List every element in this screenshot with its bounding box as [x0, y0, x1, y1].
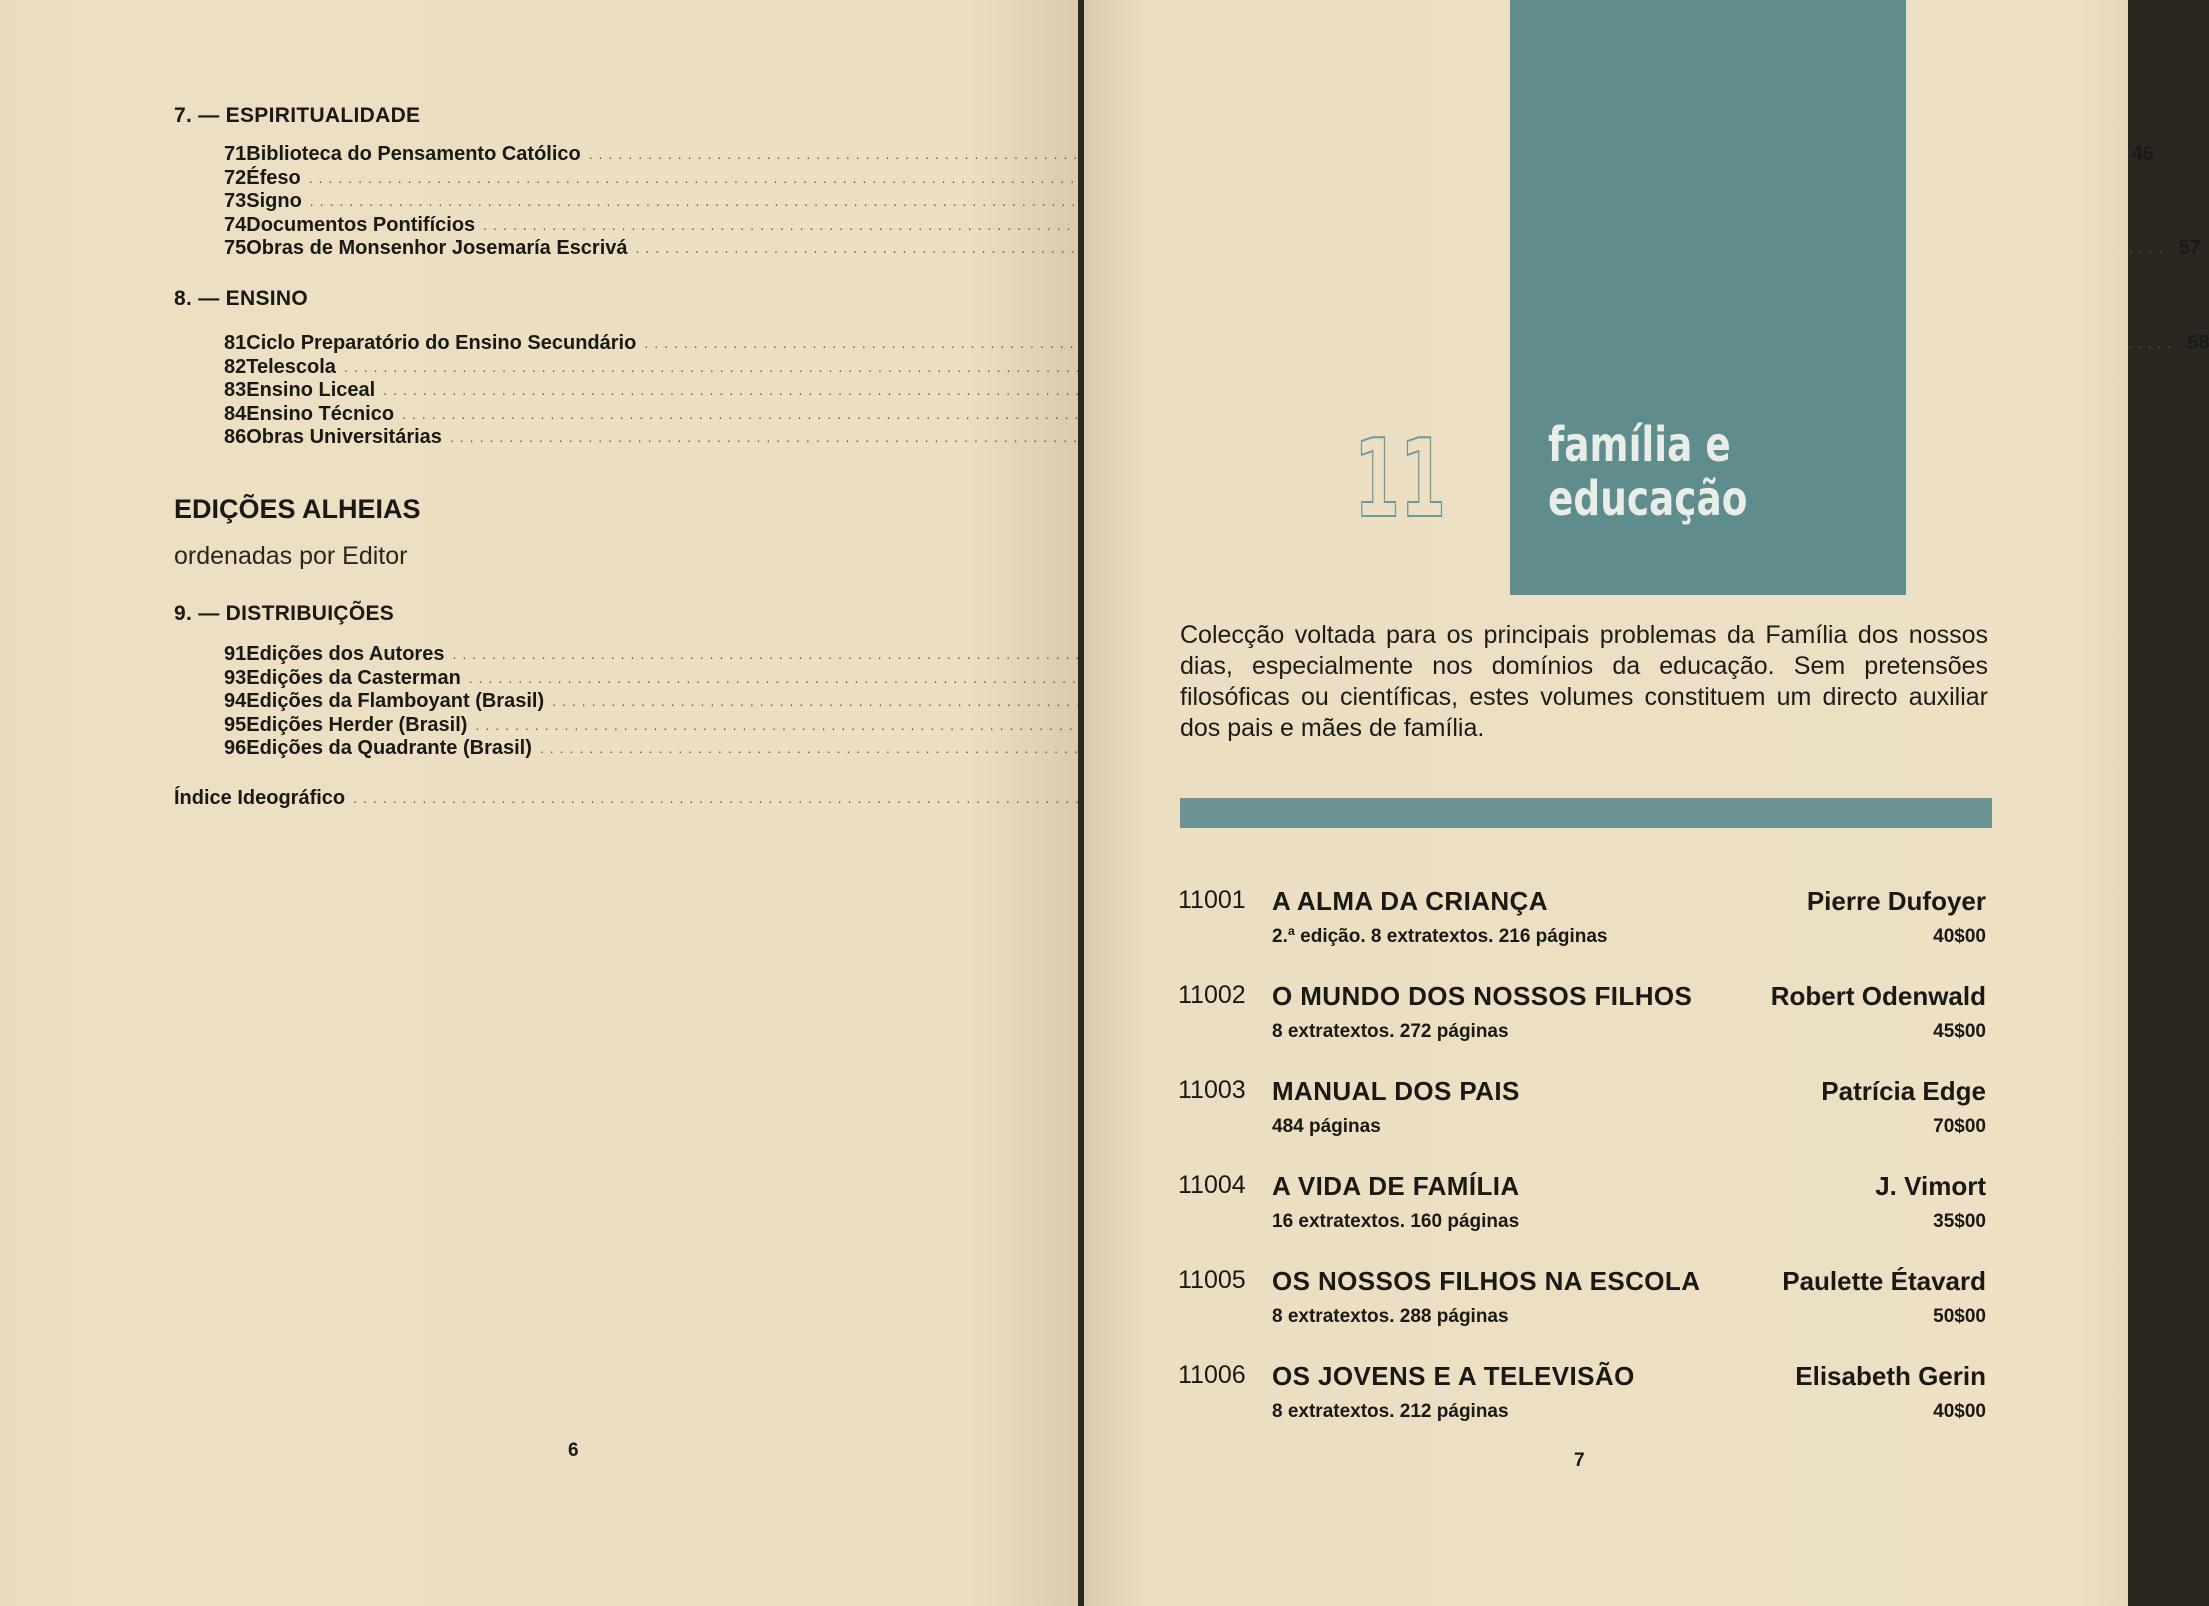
toc-number: 94: [224, 690, 247, 712]
collection-title-line1: família e: [1548, 417, 1731, 473]
book-code: 11002: [1178, 981, 1246, 1009]
book-author: Elisabeth Gerin: [1795, 1361, 1986, 1391]
toc-number: 83: [224, 379, 247, 401]
toc-number: 71: [224, 143, 247, 165]
book-price: 35$00: [1933, 1211, 1986, 1232]
toc-list-espiritualidade: [224, 143, 2201, 261]
toc-number: 72: [224, 166, 247, 189]
toc-row: [224, 690, 980, 714]
book-author: J. Vimort: [1875, 1171, 1986, 1201]
toc-number: 74: [224, 213, 247, 236]
book-author: Patrícia Edge: [1821, 1076, 1986, 1106]
index-title: Índice Ideográfico: [174, 787, 346, 809]
book-title: MANUAL DOS PAIS: [1272, 1076, 1520, 1106]
toc-number: 96: [224, 737, 247, 759]
toc-title: Obras Universitárias: [246, 426, 442, 448]
toc-number: 93: [224, 666, 247, 689]
edicoes-alheias-heading: EDIÇÕES ALHEIAS: [174, 494, 421, 524]
index-entry: [174, 786, 980, 810]
toc-title: Ensino Liceal: [246, 379, 376, 401]
toc-title: Obras de Monsenhor Josemaría Escrivá: [246, 237, 628, 259]
toc-row: [224, 667, 980, 691]
book-code: 11001: [1178, 886, 1246, 914]
book-entry: [1178, 1361, 1986, 1456]
toc-row: [224, 714, 980, 738]
toc-title: Edições da Casterman: [246, 666, 461, 689]
book-details: 8 extratextos. 288 páginas: [1272, 1306, 1509, 1327]
toc-row: [224, 214, 980, 238]
book-price: 40$00: [1933, 926, 1986, 947]
book-code: 11003: [1178, 1076, 1246, 1104]
collection-number: 11: [1354, 417, 1446, 542]
toc-page: 46: [2131, 143, 2154, 165]
toc-row: [224, 237, 2201, 261]
divider-bar: [1180, 798, 1992, 828]
book-details: 484 páginas: [1272, 1116, 1381, 1137]
book-author: Paulette Étavard: [1782, 1266, 1986, 1296]
book-title: O MUNDO DOS NOSSOS FILHOS: [1272, 981, 1693, 1011]
book-entry: [1178, 1171, 1986, 1266]
toc-row: [224, 403, 980, 427]
page-number-right: 7: [1574, 1450, 1585, 1471]
section-heading-ensino: 8. — ENSINO: [174, 287, 308, 310]
toc-number: 86: [224, 426, 247, 448]
collection-title-line2: educação: [1548, 471, 1748, 527]
toc-row: [224, 737, 980, 761]
toc-list-distribuicoes: [224, 643, 980, 761]
book-title: OS JOVENS E A TELEVISÃO: [1272, 1361, 1635, 1391]
toc-number: 81: [224, 332, 247, 354]
collection-title: [1548, 418, 1747, 526]
toc-row: [224, 332, 2209, 356]
collection-description: Colecção voltada para os principais problemas da Família dos nossos dias, especialmente nos domínios da educação. Sem pretensões filosóficas ou científicas, estes volumes constituem um directo auxiliar dos pais e mães de família.: [1180, 621, 1988, 742]
book-code: 11004: [1178, 1171, 1246, 1199]
toc-title: Telescola: [246, 355, 336, 378]
book-author: Robert Odenwald: [1770, 981, 1986, 1011]
book-price: 50$00: [1933, 1306, 1986, 1327]
toc-row: [224, 379, 980, 403]
section-heading-espiritualidade: 7. — ESPIRITUALIDADE: [174, 104, 421, 127]
book-details: 8 extratextos. 272 páginas: [1272, 1021, 1509, 1042]
toc-title: Edições Herder (Brasil): [246, 713, 468, 736]
book-entry: [1178, 1076, 1986, 1171]
book-details: 16 extratextos. 160 páginas: [1272, 1211, 1520, 1232]
toc-row: [224, 190, 980, 214]
toc-row: [224, 643, 980, 667]
edicoes-alheias-subheading: ordenadas por Editor: [174, 542, 408, 570]
toc-title: Signo: [246, 190, 302, 212]
book-entry: [1178, 1266, 1986, 1361]
book-code: 11005: [1178, 1266, 1246, 1294]
toc-number: 82: [224, 355, 247, 378]
toc-page: 58: [2187, 332, 2209, 354]
book-entry: [1178, 981, 1986, 1076]
toc-title: Edições da Flamboyant (Brasil): [246, 690, 545, 712]
toc-title: Ensino Técnico: [246, 402, 395, 425]
section-heading-distribuicoes: 9. — DISTRIBUIÇÕES: [174, 602, 395, 625]
toc-row: [224, 426, 980, 450]
toc-row: [224, 167, 980, 191]
toc-number: 91: [224, 643, 247, 665]
toc-title: Éfeso: [246, 166, 301, 189]
book-title: A VIDA DE FAMÍLIA: [1272, 1171, 1520, 1201]
book-entry: [1178, 886, 1986, 981]
book-title: A ALMA DA CRIANÇA: [1272, 886, 1548, 916]
book-price: 40$00: [1933, 1401, 1986, 1422]
toc-title: Biblioteca do Pensamento Católico: [246, 143, 581, 165]
book-details: 8 extratextos. 212 páginas: [1272, 1401, 1509, 1422]
toc-page: 57: [2178, 237, 2201, 259]
book-price: 70$00: [1933, 1116, 1986, 1137]
toc-number: 73: [224, 190, 247, 212]
collection-number-outline: [1350, 417, 1450, 542]
toc-title: Documentos Pontifícios: [246, 213, 476, 236]
toc-number: 75: [224, 237, 247, 259]
book-price: 45$00: [1933, 1021, 1986, 1042]
toc-title: Edições da Quadrante (Brasil): [246, 737, 532, 759]
toc-title: Edições dos Autores: [246, 643, 445, 665]
book-details: 2.ª edição. 8 extratextos. 216 páginas: [1272, 926, 1608, 947]
toc-number: 84: [224, 402, 247, 425]
toc-title: Ciclo Preparatório do Ensino Secundário: [246, 332, 637, 354]
toc-row: [224, 356, 980, 380]
book-title: OS NOSSOS FILHOS NA ESCOLA: [1272, 1266, 1701, 1296]
toc-row: [224, 143, 2154, 167]
book-author: Pierre Dufoyer: [1806, 886, 1986, 916]
book-code: 11006: [1178, 1361, 1246, 1389]
page-number-left: 6: [568, 1440, 579, 1461]
toc-number: 95: [224, 713, 247, 736]
